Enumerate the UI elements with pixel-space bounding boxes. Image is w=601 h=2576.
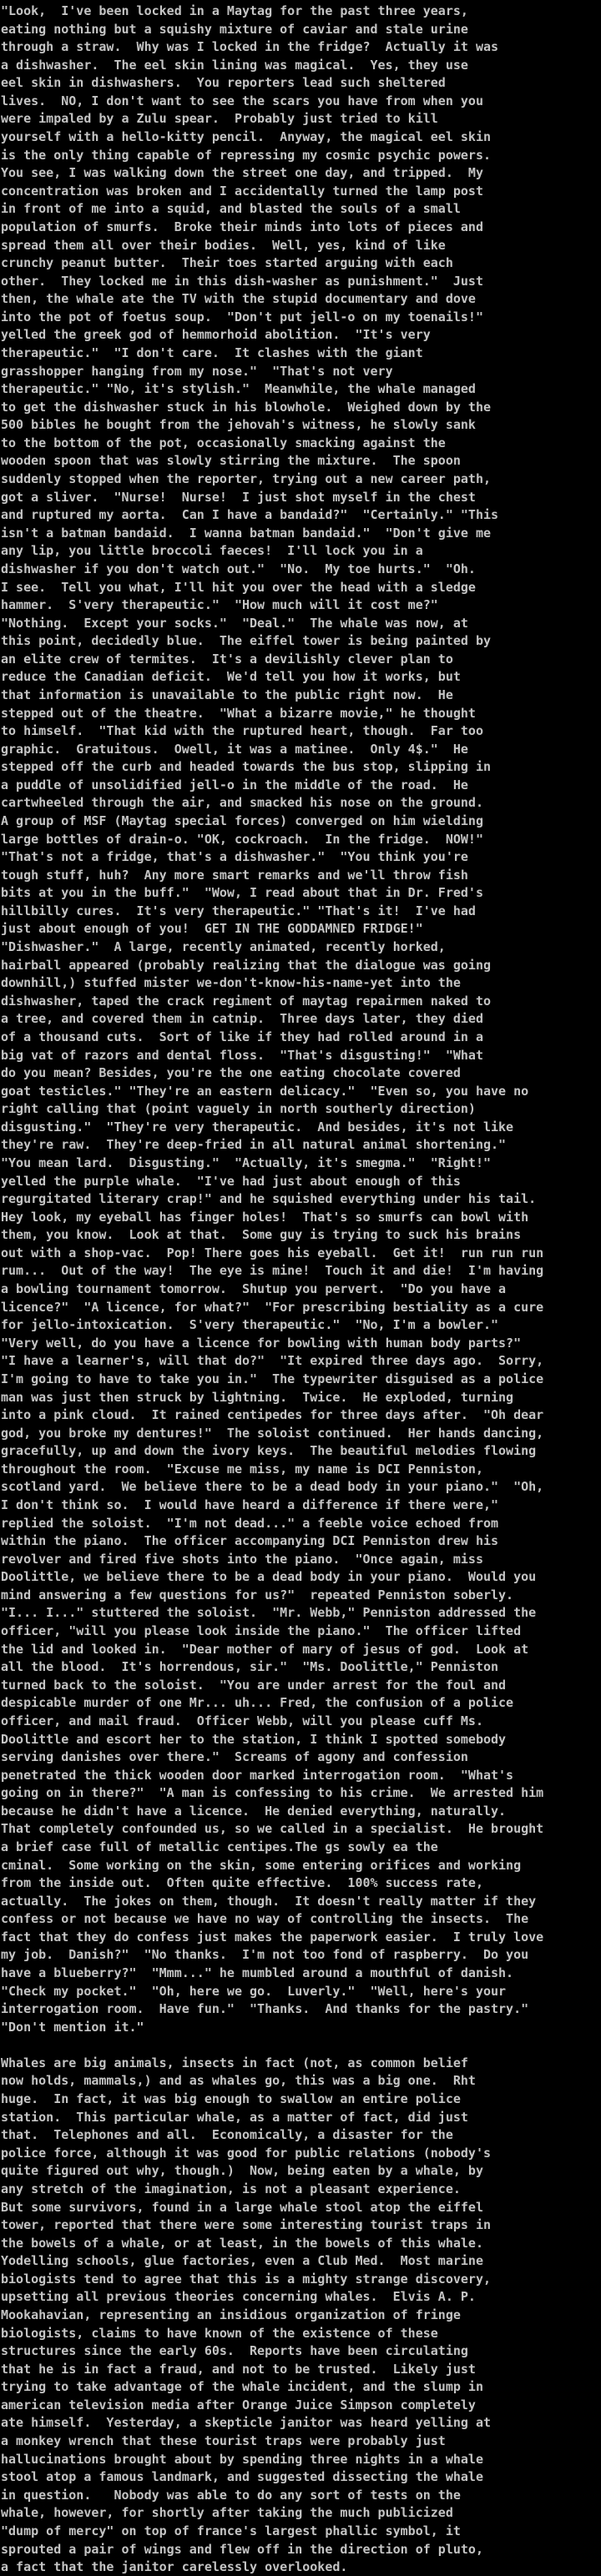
text-line: officer, and mail fraud. Officer Webb, will you please cuff Ms. [1,1713,483,1728]
text-line: "Check my pocket." "Oh, here we go. Luverly." "Well, here's your [1,1983,507,1999]
text-line: cminal. Some working on the skin, some entering orifices and working [1,1857,522,1873]
text-line: structures since the early 60s. Reports have been circulating [1,2343,468,2359]
text-line: yourself with a hello-kitty pencil. Anyway, the magical eel skin [1,129,491,145]
text-line: trying to take advantage of the whale incident, and the slump in [1,2379,483,2395]
text-line: biologists tend to agree that this is a mighty strange discovery, [1,2271,491,2287]
text-line: goat testicles." "They're an eastern delicacy." "Even so, you have no [1,1083,529,1099]
text-line: that he is in fact a fraud, and not to be trusted. Likely just [1,2361,476,2377]
text-line: "You mean lard. Disgusting." "Actually, it's smegma." "Right!" [1,1155,491,1170]
text-line: in question. Nobody was able to do any sort of tests on the [1,2487,461,2503]
text-line: the lid and looked in. "Dear mother of mary of jesus of god. Look at [1,1641,529,1657]
text-line: "That's not a fridge, that's a dishwasher." "You think you're [1,849,468,865]
text-line: "Very well, do you have a licence for bowling with human body parts?" [1,1335,522,1351]
text-line: replied the soloist. "I'm not dead..." a feeble voice echoed from [1,1515,499,1531]
text-line: this point, decidedly blue. The eiffel tower is being painted by [1,633,491,649]
text-line: 500 bibles he bought from the jehovah's witness, he slowly sank [1,417,476,433]
text-line: revolver and fired five shots into the piano. "Once again, miss [1,1551,483,1567]
text-line [1,2036,601,2055]
text-line: my job. Danish?" "No thanks. I'm not too fond of raspberry. Do you [1,1947,529,1963]
text-line: other. They locked me in this dish-washer as punishment." Just [1,273,483,289]
text-line: upsetting all previous theories concerning whales. Elvis A. P. [1,2289,476,2305]
text-line: dishwasher, taped the crack regiment of maytag repairmen naked to [1,993,491,1009]
text-line: station. This particular whale, as a matter of fact, did just [1,2109,468,2125]
text-line: regurgitated literary crap!" and he squished everything under his tail. [1,1191,537,1207]
text-line: to get the dishwasher stuck in his blowhole. Weighed down by the [1,399,491,415]
text-line: hammer. S'very therapeutic." "How much will it cost me?" [1,597,438,613]
text-line: stool atop a famous landmark, and suggested dissecting the whale [1,2469,483,2485]
text-line: fact that they do confess just makes the paperwork easier. I truly love [1,1929,544,1945]
text-line: officer, "will you please look inside the piano." The officer lifted [1,1623,522,1639]
text-line: do you mean? Besides, you're the one eating chocolate covered [1,1065,461,1081]
text-line: large bottles of drain-o. "OK, cockroach. In the fridge. NOW!" [1,831,483,847]
text-line: a bowling tournament tomorrow. Shutup you pervert. "Do you have a [1,1281,507,1297]
text-line: a monkey wrench that these tourist traps were probably just [1,2433,446,2449]
text-line: "Don't mention it." [1,2019,144,2035]
text-line: that. Telephones and all. Economically, a disaster for the [1,2127,453,2143]
text-line: a fact that the janitor carelessly overlooked. [1,2559,348,2575]
text-line: is the only thing capable of repressing my cosmic psychic powers. [1,147,491,163]
text-line: police force, although it was good for public relations (nobody's [1,2145,491,2161]
text-line: disgusting." "They're very therapeutic. And besides, it's not like [1,1119,514,1135]
text-line: "I have a learner's, will that do?" "It expired three days ago. Sorry, [1,1353,544,1369]
text-line: Doolittle and escort her to the station, I think I spotted somebody [1,1731,507,1747]
text-line: hillbilly cures. It's very therapeutic." "That's it! I've had [1,903,476,918]
text-line: spread them all over their bodies. Well, yes, kind of like [1,237,446,253]
text-line: for jello-intoxication. S'very therapeutic." "No, I'm a bowler." [1,1317,499,1333]
text-line: despicable murder of one Mr... uh... Fred, the confusion of a police [1,1695,514,1711]
text-line: "Dishwasher." A large, recently animated, recently horked, [1,939,446,955]
text-line: got a sliver. "Nurse! Nurse! I just shot myself in the chest [1,489,476,505]
text-line: right calling that (point vaguely in north southerly direction) [1,1101,476,1117]
text-line: then, the whale ate the TV with the stupid documentary and dove [1,291,476,307]
text-line: eel skin in dishwashers. You reporters lead such sheltered [1,75,446,91]
text-line: going on in there?" "A man is confessing to his crime. We arrested him [1,1785,544,1801]
text-line: bits at you in the buff." "Wow, I read about that in Dr. Fred's [1,885,483,901]
text-line: tower, reported that there were some interesting tourist traps in [1,2217,491,2233]
text-line: rum... Out of the way! The eye is mine! Touch it and die! I'm having [1,1263,544,1279]
text-line: I'm going to have to take you in." The typewriter disguised as a police [1,1371,544,1386]
text-line: a brief case full of metallic centipes.The gs sowly ea the [1,1839,438,1854]
text-line: quite figured out why, though.) Now, being eaten by a whale, by [1,2163,483,2179]
text-line: just about enough of you! GET IN THE GODDAMNED FRIDGE!" [1,921,423,937]
text-line: grasshopper hanging from my nose." "That's not very [1,363,393,379]
text-line: sprouted a pair of wings and flew off in the direction of pluto, [1,2541,483,2557]
text-line: downhill,) stuffed mister we-don't-know-his-name-yet into the [1,975,461,991]
text-line: yelled the purple whale. "I've had just about enough of this [1,1173,461,1189]
text-line: all the blood. It's horrendous, sir." "Ms. Doolittle," Penniston [1,1659,499,1675]
text-line: have a blueberry?" "Mmm..." he mumbled around a mouthful of danish. [1,1965,514,1981]
text-line: out with a shop-vac. Pop! There goes his eyeball. Get it! run run run [1,1245,544,1260]
text-line: into a pink cloud. It rained centipedes for three days after. "Oh dear [1,1407,544,1423]
text-line: and ruptured my aorta. Can I have a bandaid?" "Certainly." "This [1,507,499,523]
text-line: of a thousand cuts. Sort of like if they had rolled around in a [1,1029,483,1044]
text-line: into the pot of foetus soup. "Don't put jell-o on my toenails!" [1,309,483,325]
text-line: graphic. Gratuitous. Owell, it was a matinee. Only 4$." He [1,741,468,757]
text-line: them, you know. Look at that. Some guy is trying to suck his brains [1,1227,522,1243]
text-line: reduce the Canadian deficit. We'd tell you how it works, but [1,669,461,685]
text-line: Doolittle, we believe there to be a dead body in your piano. Would you [1,1569,537,1585]
text-line: hallucinations brought about by spending three nights in a whale [1,2451,483,2467]
text-line: "dump of mercy" on top of france's largest phallic symbol, it [1,2523,461,2538]
text-line: stepped off the curb and headed towards the bus stop, slipping in [1,759,491,775]
text-line: big vat of razors and dental floss. "That's disgusting!" "What [1,1047,483,1063]
text-line: penetrated the thick wooden door marked interrogation room. "What's [1,1767,514,1783]
text-line: But some survivors, found in a large whale stool atop the eiffel [1,2199,483,2215]
text-line: biologists, claims to have known of the existence of these [1,2325,438,2341]
text-line: through a straw. Why was I locked in the fridge? Actually it was [1,39,499,55]
text-line: to himself. "That kid with the ruptured heart, though. Far too [1,723,483,739]
text-line: man was just then struck by lightning. Twice. He exploded, turning [1,1389,514,1405]
text-line: throughout the room. "Excuse me miss, my name is DCI Penniston, [1,1461,483,1477]
text-line: "Nothing. Except your socks." "Deal." The whale was now, at [1,615,468,631]
text-line: "Look, I've been locked in a Maytag for the past three years, [1,3,468,18]
text-line: serving danishes over there." Screams of agony and confession [1,1749,468,1765]
text-line: a dishwasher. The eel skin lining was magical. Yes, they use [1,57,468,73]
text-line: That completely confounded us, so we called in a specialist. He brought [1,1821,544,1837]
text-line: eating nothing but a squishy mixture of caviar and stale urine [1,21,468,37]
text-line: concentration was broken and I accidentally turned the lamp post [1,183,483,199]
text-line: a tree, and covered them in catnip. Three days later, they died [1,1011,483,1027]
text-line: turned back to the soloist. "You are under arrest for the foul and [1,1677,507,1693]
text-line: an elite crew of termites. It's a devilishly clever plan to [1,651,453,667]
text-line: I see. Tell you what, I'll hit you over the head with a sledge [1,579,476,595]
text-line: any lip, you little broccoli faeces! I'll lock you in a [1,543,423,559]
text-line: population of smurfs. Broke their minds into lots of pieces and [1,219,483,234]
text-line: hairball appeared (probably realizing that the dialogue was going [1,957,491,973]
text-line: because he didn't have a licence. He denied everything, naturally. [1,1803,507,1819]
text-line: tough stuff, huh? Any more smart remarks and we'll throw fish [1,867,468,883]
text-line: they're raw. They're deep-fried in all natural animal shortening." [1,1137,507,1153]
text-line: crunchy peanut butter. Their toes started arguing with each [1,255,453,271]
text-line: mind answering a few questions for us?" repeated Penniston soberly. [1,1587,514,1602]
text-line: I don't think so. I would have heard a difference if there were," [1,1497,499,1512]
text-line: therapeutic." "I don't care. It clashes with the giant [1,345,423,360]
text-line: lives. NO, I don't want to see the scars you have from when you [1,93,483,108]
text-line: "I... I..." stuttered the soloist. "Mr. Webb," Penniston addressed the [1,1605,537,1621]
text-line: licence?" "A licence, for what?" "For prescribing bestiality as a cure [1,1299,544,1315]
terminal-text-block [1,3,601,2576]
text-line: isn't a batman bandaid. I wanna batman bandaid." "Don't give me [1,525,491,541]
text-line: huge. In fact, it was big enough to swallow an entire police [1,2091,461,2107]
text-line: stepped out of the theatre. "What a bizarre movie," he thought [1,705,476,721]
text-line: in front of me into a squid, and blasted the souls of a small [1,201,461,217]
text-line: god, you broke my dentures!" The soloist continued. Her hands dancing, [1,1425,544,1441]
text-line: Mookahavian, representing an insidious organization of fringe [1,2307,461,2322]
text-line: a puddle of unsolidified jell-o in the middle of the road. He [1,777,468,792]
text-line: from the inside out. Often quite effective. 100% success rate, [1,1875,483,1891]
text-line: yelled the greek god of hemmorhoid abolition. "It's very [1,327,431,343]
text-line: gracefully, up and down the ivory keys. The beautiful melodies flowing [1,1443,537,1459]
text-line: scotland yard. We believe there to be a dead body in your piano." "Oh, [1,1479,544,1495]
text-line: to the bottom of the pot, occasionally smacking against the [1,435,446,450]
text-line: dishwasher if you don't watch out." "No. My toe hurts." "Oh. [1,561,476,576]
text-line: Whales are big animals, insects in fact (not, as common belief [1,2055,468,2070]
text-line: actually. The jokes on them, though. It doesn't really matter if they [1,1893,537,1909]
text-line: Hey look, my eyeball has finger holes! That's so smurfs can bowl with [1,1209,529,1225]
text-line: any stretch of the imagination, is not a pleasant experience. [1,2181,461,2196]
text-line: You see, I was walking down the street one day, and tripped. My [1,165,483,181]
text-line: therapeutic." "No, it's stylish." Meanwhile, the whale managed [1,381,476,397]
text-line: whale, however, for shortly after taking the much publicized [1,2505,453,2521]
text-line: the bowels of a whale, or at least, in the bowels of this whale. [1,2235,483,2251]
text-line: interrogation room. Have fun." "Thanks. And thanks for the pastry." [1,2001,529,2017]
text-line: american television media after Orange Juice Simpson completely [1,2397,476,2412]
text-line: ate himself. Yesterday, a skepticle janitor was heard yelling at [1,2415,491,2431]
text-line: cartwheeled through the air, and smacked his nose on the ground. [1,795,483,811]
text-line: within the piano. The officer accompanying DCI Penniston drew his [1,1533,499,1549]
text-line: A group of MSF (Maytag special forces) converged on him wielding [1,813,483,829]
text-line: confess or not because we have no way of controlling the insects. The [1,1911,529,1927]
text-line: Yodelling schools, glue factories, even a Club Med. Most marine [1,2253,483,2269]
text-line: were impaled by a Zulu spear. Probably just tried to kill [1,111,438,127]
text-line: now holds, mammals,) and as whales go, this was a big one. Rht [1,2073,476,2089]
text-line: that information is unavailable to the public right now. He [1,687,453,702]
text-line: suddenly stopped when the reporter, trying out a new career path, [1,471,491,487]
text-line: wooden spoon that was slowly stirring the mixture. The spoon [1,453,461,469]
